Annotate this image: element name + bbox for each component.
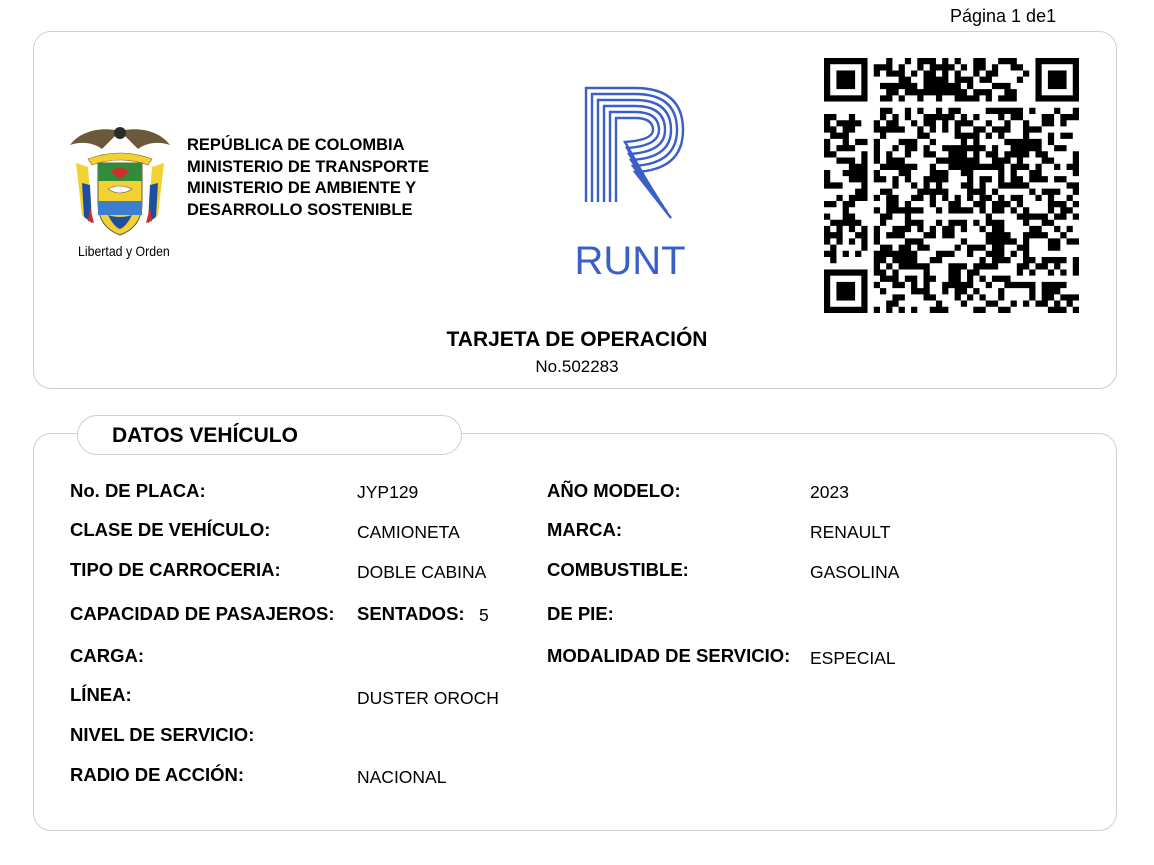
qr-finder-pattern [824,58,868,102]
qr-code-icon [824,58,1079,313]
qr-finder-pattern [1035,58,1079,102]
capacidad-label: CAPACIDAD DE PASAJEROS: [70,603,335,624]
carroceria-value: DOBLE CABINA [357,562,487,582]
ministry-line: MINISTERIO DE TRANSPORTE [187,157,430,176]
carga-label: CARGA: [70,645,144,666]
qr-finder-pattern [824,269,868,313]
ministry-heading [187,135,429,221]
anio-value: 2023 [810,482,849,502]
nivel-label: NIVEL DE SERVICIO: [70,724,255,745]
linea-value: DUSTER OROCH [357,688,499,708]
card-title: TARJETA DE OPERACIÓN [446,328,708,351]
runt-logo-text: RUNT [574,239,686,282]
combustible-label: COMBUSTIBLE: [547,559,689,580]
page-indicator: Página 1 de1 [950,6,1057,26]
sentados-label: SENTADOS: [357,603,465,624]
anio-label: AÑO MODELO: [547,480,681,501]
modalidad-label: MODALIDAD DE SERVICIO: [547,645,791,666]
radio-value: NACIONAL [357,767,447,787]
depie-label: DE PIE: [547,603,614,624]
carroceria-label: TIPO DE CARROCERIA: [70,559,281,580]
ministry-line: REPÚBLICA DE COLOMBIA [187,136,405,154]
ministry-line: DESARROLLO SOSTENIBLE [187,200,413,219]
marca-value: RENAULT [810,522,891,542]
runt-logo-icon [565,82,695,282]
motto: Libertad y Orden [78,243,170,259]
colombia-coat-of-arms-icon [68,123,172,243]
radio-label: RADIO DE ACCIÓN: [70,764,245,785]
marca-label: MARCA: [547,519,623,540]
card-number: No.502283 [535,357,619,376]
modalidad-value: ESPECIAL [810,648,896,668]
linea-label: LÍNEA: [70,684,132,705]
combustible-value: GASOLINA [810,562,900,582]
section-title: DATOS VEHÍCULO [112,424,298,447]
ministry-line: MINISTERIO DE AMBIENTE Y [187,179,417,197]
placa-label: No. DE PLACA: [70,480,206,501]
placa-value: JYP129 [357,482,419,502]
sentados-value: 5 [479,605,489,625]
clase-value: CAMIONETA [357,522,460,542]
section-tab [77,415,462,455]
clase-label: CLASE DE VEHÍCULO: [70,519,271,540]
